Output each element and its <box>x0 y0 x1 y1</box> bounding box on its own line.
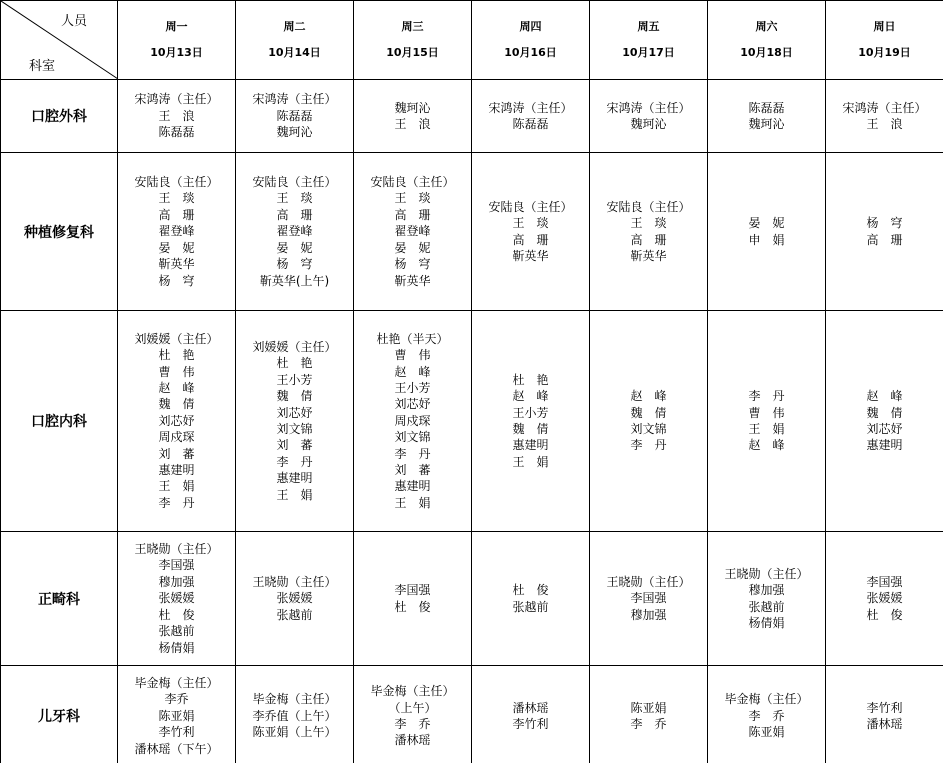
staff-name: 李竹利 <box>512 717 549 731</box>
staff-name: 李国强 <box>630 591 667 606</box>
department-name: 口腔内科 <box>1 311 118 532</box>
staff-name: 高 珊 <box>394 207 431 222</box>
staff-name: 潘林瑶 <box>512 700 549 715</box>
staff-name: 王小芳 <box>276 372 313 387</box>
department-name: 儿牙科 <box>1 666 118 763</box>
weekday-label: 周四 <box>519 20 542 33</box>
staff-name: 王 浪 <box>866 117 903 131</box>
staff-name: 杜 俊 <box>394 599 431 614</box>
date-label: 10月14日 <box>268 46 321 59</box>
staff-name: 李乔值（上午） <box>252 708 337 723</box>
duty-cell <box>118 153 236 311</box>
staff-name: 刘芯妤 <box>158 413 195 428</box>
date-label: 10月15日 <box>386 46 439 59</box>
staff-name: 王 浪 <box>158 108 195 123</box>
staff-name: 穆加强 <box>630 607 667 622</box>
staff-name: 陈亚娟 <box>748 725 785 740</box>
staff-name: 王小芳 <box>394 380 431 395</box>
staff-name: 杜 艳 <box>512 372 549 387</box>
staff-name: 魏 倩 <box>866 405 903 420</box>
staff-name: 陈磊磊 <box>748 100 785 115</box>
staff-name: 魏 倩 <box>158 397 195 412</box>
staff-name: 陈磊磊 <box>158 125 195 140</box>
staff-name: 高 珊 <box>630 232 667 247</box>
date-label: 10月17日 <box>622 46 675 59</box>
staff-name: 赵 峰 <box>512 389 549 404</box>
staff-name: 李 丹 <box>158 495 195 510</box>
staff-name: 李 乔 <box>748 708 785 723</box>
duty-cell <box>236 153 354 311</box>
staff-name: 宋鸿涛（主任） <box>842 100 927 115</box>
staff-name: 杜艳（半天） <box>376 331 449 346</box>
staff-name: 高 珊 <box>866 232 903 247</box>
weekday-label: 周一 <box>165 20 188 33</box>
duty-cell <box>472 666 590 763</box>
staff-name: 杜 俊 <box>866 607 903 622</box>
staff-name: 宋鸿涛（主任） <box>488 100 573 115</box>
staff-name: 周戍琛 <box>158 430 195 445</box>
duty-cell <box>708 80 826 153</box>
staff-name: 晏 妮 <box>158 240 195 255</box>
staff-name: 张越前 <box>276 607 313 622</box>
staff-name: 曹 伟 <box>748 405 785 420</box>
staff-name: 刘芯妤 <box>866 422 903 436</box>
duty-cell <box>354 311 472 532</box>
date-label: 10月16日 <box>504 46 557 59</box>
staff-name: 靳英华 <box>394 273 431 288</box>
staff-name: 张媛媛 <box>866 591 903 606</box>
staff-name: 赵 峰 <box>158 380 195 395</box>
staff-name: 王小芳 <box>512 405 549 420</box>
duty-cell <box>826 80 943 153</box>
duty-cell <box>590 666 708 763</box>
staff-name: 曹 伟 <box>158 364 195 379</box>
staff-name: 杨倩娟 <box>158 640 195 655</box>
staff-name: 王晓勋（主任） <box>724 566 809 581</box>
staff-name: （上午） <box>388 700 437 715</box>
staff-name: 刘文锦 <box>276 422 313 436</box>
staff-name: 李竹利 <box>158 725 195 740</box>
staff-name: 惠建明 <box>866 438 903 453</box>
corner-header <box>1 1 118 80</box>
staff-name: 刘媛媛（主任） <box>134 331 219 346</box>
staff-name: 宋鸿涛（主任） <box>134 92 219 107</box>
staff-name: 惠建明 <box>512 438 549 453</box>
staff-name: 魏 倩 <box>630 405 667 420</box>
day-header-thu <box>472 1 590 80</box>
department-row <box>1 80 943 153</box>
staff-name: 曹 伟 <box>394 348 431 363</box>
staff-name: 晏 妮 <box>394 240 431 255</box>
staff-name: 刘芯妤 <box>394 397 431 412</box>
staff-name: 王 琰 <box>276 191 313 206</box>
staff-name: 陈亚娟（上午） <box>252 725 337 740</box>
diagonal-divider <box>1 1 118 79</box>
staff-name: 李 丹 <box>748 389 785 404</box>
department-name: 种植修复科 <box>1 153 118 311</box>
staff-name: 李 丹 <box>630 438 667 453</box>
staff-name: 王 娟 <box>394 495 431 510</box>
staff-name: 靳英华(上午) <box>259 273 330 288</box>
staff-name: 魏珂沁 <box>748 117 785 131</box>
staff-name: 李国强 <box>394 583 431 598</box>
date-label: 10月13日 <box>150 46 203 59</box>
weekday-label: 周五 <box>637 20 660 33</box>
staff-name: 杨倩娟 <box>748 615 785 630</box>
day-header-mon <box>118 1 236 80</box>
staff-name: 杜 俊 <box>158 607 195 622</box>
duty-cell <box>118 532 236 666</box>
staff-name: 杜 艳 <box>276 356 313 371</box>
staff-name: 张媛媛 <box>158 591 195 606</box>
staff-name: 李 乔 <box>394 717 431 731</box>
staff-name: 刘文锦 <box>394 430 431 445</box>
staff-name: 魏珂沁 <box>276 125 313 140</box>
staff-name: 潘林瑶（下午） <box>134 741 219 756</box>
staff-name: 王 娟 <box>748 422 785 436</box>
date-label: 10月19日 <box>858 46 911 59</box>
staff-name: 刘 蕃 <box>276 438 313 453</box>
staff-name: 李 丹 <box>276 454 313 469</box>
department-row <box>1 153 943 311</box>
staff-name: 晏 妮 <box>748 216 785 231</box>
staff-name: 杨 穹 <box>394 257 431 272</box>
staff-name: 毕金梅（主任） <box>370 684 455 699</box>
staff-name: 毕金梅（主任） <box>134 675 219 690</box>
duty-cell <box>826 153 943 311</box>
staff-name: 安陆良（主任） <box>488 199 573 214</box>
staff-name: 魏珂沁 <box>394 100 431 115</box>
staff-name: 申 娟 <box>748 232 785 247</box>
staff-name: 惠建明 <box>158 463 195 478</box>
duty-cell <box>590 153 708 311</box>
staff-name: 李国强 <box>158 558 195 573</box>
duty-cell <box>826 666 943 763</box>
date-label: 10月18日 <box>740 46 793 59</box>
duty-cell <box>590 532 708 666</box>
duty-cell <box>708 153 826 311</box>
staff-name: 李乔 <box>164 692 189 707</box>
duty-cell <box>118 80 236 153</box>
staff-name: 陈磊磊 <box>512 117 549 131</box>
staff-name: 翟登峰 <box>276 224 313 239</box>
staff-name: 王晓勋（主任） <box>606 574 691 589</box>
weekday-label: 周二 <box>283 20 306 33</box>
duty-cell <box>236 80 354 153</box>
staff-name: 杨 穹 <box>158 273 195 288</box>
duty-cell <box>354 153 472 311</box>
staff-label: 人员 <box>60 14 87 29</box>
header-row <box>1 1 943 80</box>
staff-name: 杨 穹 <box>866 216 903 231</box>
staff-name: 刘芯妤 <box>276 405 313 420</box>
day-header-wed <box>354 1 472 80</box>
staff-name: 张媛媛 <box>276 591 313 606</box>
weekday-label: 周六 <box>755 20 778 33</box>
weekday-label: 周三 <box>401 20 424 33</box>
duty-cell <box>708 532 826 666</box>
staff-name: 刘文锦 <box>630 422 667 436</box>
duty-cell <box>590 80 708 153</box>
duty-cell <box>236 666 354 763</box>
staff-name: 翟登峰 <box>158 224 195 239</box>
staff-name: 魏 倩 <box>276 389 313 404</box>
department-row <box>1 666 943 763</box>
duty-cell <box>354 80 472 153</box>
staff-name: 毕金梅（主任） <box>252 692 337 707</box>
staff-name: 赵 峰 <box>630 389 667 404</box>
staff-name: 安陆良（主任） <box>134 175 219 190</box>
staff-name: 高 珊 <box>512 232 549 247</box>
staff-name: 高 珊 <box>158 207 195 222</box>
duty-cell <box>472 532 590 666</box>
day-header-tue <box>236 1 354 80</box>
staff-name: 魏 倩 <box>512 422 549 436</box>
staff-name: 杜 艳 <box>158 348 195 363</box>
duty-cell <box>118 311 236 532</box>
duty-cell <box>826 532 943 666</box>
staff-name: 王晓勋（主任） <box>252 574 337 589</box>
staff-name: 杜 俊 <box>512 583 549 598</box>
staff-name: 李 丹 <box>394 446 431 461</box>
duty-cell <box>236 532 354 666</box>
staff-name: 毕金梅（主任） <box>724 692 809 707</box>
staff-name: 靳英华 <box>158 257 195 272</box>
department-row <box>1 311 943 532</box>
staff-name: 潘林瑶 <box>394 733 431 748</box>
staff-name: 王晓勋（主任） <box>134 542 219 557</box>
staff-name: 王 琰 <box>158 191 195 206</box>
staff-name: 王 浪 <box>394 117 431 131</box>
staff-name: 王 娟 <box>158 479 195 494</box>
staff-name: 李竹利 <box>866 700 903 715</box>
staff-name: 王 娟 <box>276 487 313 502</box>
duty-cell <box>708 666 826 763</box>
staff-name: 赵 峰 <box>394 364 431 379</box>
department-label: 科室 <box>29 59 56 74</box>
staff-name: 晏 妮 <box>276 240 313 255</box>
staff-name: 王 琰 <box>630 216 667 231</box>
duty-cell <box>708 311 826 532</box>
staff-name: 靳英华 <box>512 248 549 263</box>
staff-name: 安陆良（主任） <box>370 175 455 190</box>
staff-name: 刘 蕃 <box>394 463 431 478</box>
staff-name: 陈磊磊 <box>276 108 313 123</box>
day-header-sun <box>826 1 943 80</box>
staff-name: 张越前 <box>158 624 195 639</box>
staff-name: 刘媛媛（主任） <box>252 339 337 354</box>
staff-name: 安陆良（主任） <box>252 175 337 190</box>
duty-cell <box>472 153 590 311</box>
staff-name: 魏珂沁 <box>630 117 667 131</box>
day-header-fri <box>590 1 708 80</box>
staff-name: 张越前 <box>748 599 785 614</box>
staff-name: 穆加强 <box>748 583 785 598</box>
schedule-body <box>1 80 943 763</box>
staff-name: 杨 穹 <box>276 257 313 272</box>
staff-name: 靳英华 <box>630 248 667 263</box>
department-row <box>1 532 943 666</box>
department-name: 正畸科 <box>1 532 118 666</box>
staff-name: 安陆良（主任） <box>606 199 691 214</box>
staff-name: 翟登峰 <box>394 224 431 239</box>
staff-name: 周戍琛 <box>394 413 431 428</box>
staff-name: 赵 峰 <box>748 438 785 453</box>
staff-name: 惠建明 <box>276 471 313 486</box>
staff-name: 惠建明 <box>394 479 431 494</box>
weekday-label: 周日 <box>873 20 896 33</box>
staff-name: 王 琰 <box>512 216 549 231</box>
duty-cell <box>354 532 472 666</box>
duty-cell <box>472 311 590 532</box>
staff-name: 陈亚娟 <box>158 708 195 723</box>
staff-name: 陈亚娟 <box>630 700 667 715</box>
day-header-sat <box>708 1 826 80</box>
staff-name: 潘林瑶 <box>866 717 903 731</box>
duty-cell <box>590 311 708 532</box>
duty-cell <box>354 666 472 763</box>
duty-cell <box>118 666 236 763</box>
department-name: 口腔外科 <box>1 80 118 153</box>
staff-name: 李 乔 <box>630 717 667 731</box>
staff-name: 刘 蕃 <box>158 446 195 461</box>
staff-name: 穆加强 <box>158 574 195 589</box>
staff-name: 王 娟 <box>512 454 549 469</box>
staff-name: 宋鸿涛（主任） <box>252 92 337 107</box>
staff-name: 李国强 <box>866 574 903 589</box>
staff-name: 王 琰 <box>394 191 431 206</box>
duty-cell <box>472 80 590 153</box>
staff-name: 宋鸿涛（主任） <box>606 100 691 115</box>
duty-cell <box>826 311 943 532</box>
staff-name: 赵 峰 <box>866 389 903 404</box>
staff-name: 高 珊 <box>276 207 313 222</box>
duty-cell <box>236 311 354 532</box>
staff-name: 张越前 <box>512 599 549 614</box>
